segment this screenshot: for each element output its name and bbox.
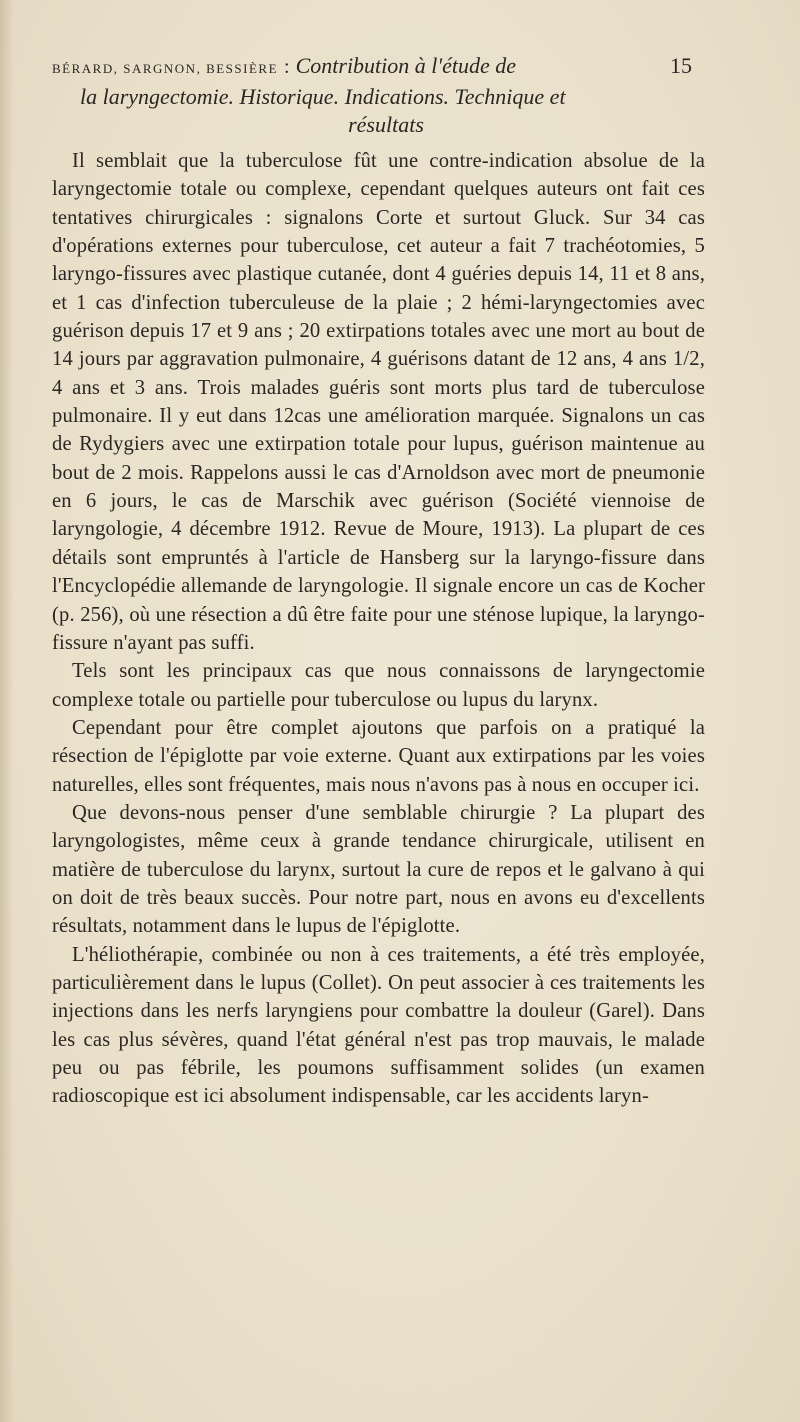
header-title-line-3: résultats bbox=[348, 112, 424, 137]
header-line-1 bbox=[52, 52, 692, 83]
page-left-edge-shadow bbox=[0, 0, 14, 1422]
page-number: 15 bbox=[670, 53, 692, 78]
header-title-line-1: Contribution à l'étude de bbox=[295, 53, 517, 78]
paragraph-1: Il semblait que la tuberculose fût une contre-indication absolue de la laryngectomie totale ou complexe, cependant quelques auteurs ont fait ces tentatives chirurgicales : signalons Corte et surtout Gluck. Sur 34 cas d'opérations externes pour tuberculose, cet auteur a fait 7 trachéotomies, 5 laryngo-fissures avec plastique cutanée, dont 4 guéries depuis 14, 11 et 8 ans, et 1 cas d'infection tuberculeuse de la plaie ; 2 hémi-laryngectomies avec guérison depuis 17 et 9 ans ; 20 extirpations totales avec une mort au bout de 14 jours par aggravation pulmonaire, 4 guérisons datant de 12 ans, 4 ans 1/2, 4 ans et 3 ans. Trois malades guéris sont morts plus tard de tuberculose pulmonaire. Il y eut dans 12cas une amélioration marquée. Signalons un cas de Rydygiers avec une extirpation totale pour lupus, guérison maintenue au bout de 2 mois. Rappelons aussi le cas d'Arnoldson avec mort de pneumonie en 6 jours, le cas de Marschik avec guérison (Société viennoise de laryngologie, 4 décembre 1912. Revue de Moure, 1913). La plupart de ces détails sont empruntés à l'article de Hansberg sur la laryngo-fissure dans l'Encyclopédie allemande de laryngologie. Il signale encore un cas de Kocher (p. 256), où une résection a dû être faite pour une sténose lupique, la laryngo-fissure n'ayant pas suffi. bbox=[52, 150, 705, 654]
header-separator: : bbox=[284, 56, 290, 78]
paragraph-4: Que devons-nous penser d'une semblable chirurgie ? La plupart des laryngologistes, même ceux à grande tendance chirurgicale, utilisent en matière de tuberculose du larynx, surtout la cure de repos et le galvano à qui on doit de très beaux succès. Pour notre part, nous en avons eu d'excellents résultats, notamment dans le lupus de l'épiglotte. bbox=[52, 801, 705, 938]
paragraph-3: Cependant pour être complet ajoutons que parfois on a pratiqué la résection de l'épiglotte par voie externe. Quant aux extirpations par les voies naturelles, elles sont fréquentes, mais nous n'avons pas à nous en occuper ici. bbox=[52, 716, 705, 796]
header-authors: BÉRARD, SARGNON, BESSIÈRE bbox=[52, 61, 279, 76]
paragraph-2: Tels sont les principaux cas que nous connaissons de laryngectomie complexe totale ou partielle pour tuberculose ou lupus du larynx. bbox=[52, 660, 705, 711]
header-title-line-2: la laryngectomie. Historique. Indications. Technique et bbox=[80, 84, 566, 109]
header-title-part bbox=[52, 52, 516, 83]
body-text bbox=[52, 147, 705, 1111]
paragraph-5: L'héliothérapie, combinée ou non à ces traitements, a été très employée, particulièrement dans le lupus (Collet). On peut associer à ces traitements les injections dans les nerfs laryngiens pour combattre la douleur (Garel). Dans les cas plus sévères, quand l'état général n'est pas trop mauvais, le malade peu ou pas fébrile, les poumons suffisamment solides (un examen radioscopique est ici absolument indispensable, car les accidents laryn- bbox=[52, 943, 705, 1108]
running-header bbox=[52, 52, 692, 139]
